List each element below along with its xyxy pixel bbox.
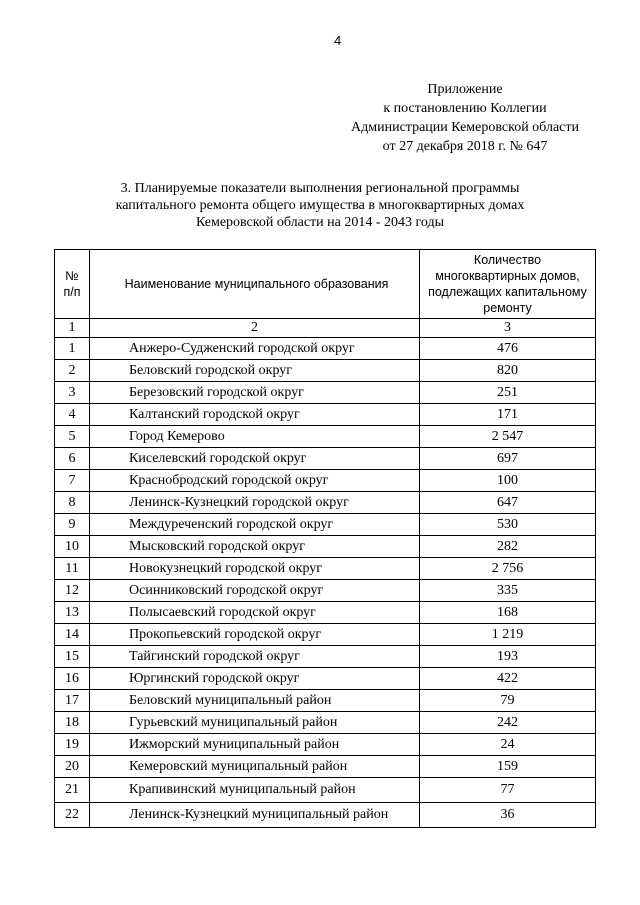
municipality-name: Краснобродский городской округ (90, 470, 420, 492)
municipality-name: Крапивинский муниципальный район (90, 778, 420, 803)
row-number: 17 (55, 690, 90, 712)
building-count: 171 (420, 404, 596, 426)
municipality-name: Полысаевский городской округ (90, 602, 420, 624)
table-row (55, 602, 596, 624)
table-row (55, 690, 596, 712)
building-count: 251 (420, 382, 596, 404)
municipality-name: Березовский городской округ (90, 382, 420, 404)
municipality-name: Новокузнецкий городской округ (90, 558, 420, 580)
table-row (55, 668, 596, 690)
row-number: 15 (55, 646, 90, 668)
row-number: 14 (55, 624, 90, 646)
building-count: 100 (420, 470, 596, 492)
column-number: 2 (90, 319, 420, 338)
building-count: 820 (420, 360, 596, 382)
header-number-line: № (65, 269, 79, 283)
row-number: 20 (55, 756, 90, 778)
building-count: 1 219 (420, 624, 596, 646)
building-count: 2 547 (420, 426, 596, 448)
table-row (55, 382, 596, 404)
document-title (55, 180, 585, 231)
table-row (55, 514, 596, 536)
municipality-name: Киселевский городской округ (90, 448, 420, 470)
indicators-table (54, 249, 596, 828)
municipality-name: Беловский муниципальный район (90, 690, 420, 712)
table-header-row (55, 250, 596, 319)
building-count: 159 (420, 756, 596, 778)
row-number: 11 (55, 558, 90, 580)
title-line: 3. Планируемые показатели выполнения региональной программы (120, 181, 520, 196)
row-number: 9 (55, 514, 90, 536)
building-count: 168 (420, 602, 596, 624)
building-count: 36 (420, 803, 596, 828)
header-count (420, 250, 596, 319)
municipality-name: Осинниковский городской округ (90, 580, 420, 602)
title-line: капитального ремонта общего имущества в многоквартирных домах (115, 198, 525, 213)
row-number: 22 (55, 803, 90, 828)
row-number: 7 (55, 470, 90, 492)
row-number: 10 (55, 536, 90, 558)
building-count: 77 (420, 778, 596, 803)
municipality-name: Гурьевский муниципальный район (90, 712, 420, 734)
table-row (55, 646, 596, 668)
row-number: 1 (55, 338, 90, 360)
header-count-line: многоквартирных домов, (435, 269, 580, 283)
municipality-name: Мысковский городской округ (90, 536, 420, 558)
table-row (55, 360, 596, 382)
municipality-name: Ижморский муниципальный район (90, 734, 420, 756)
header-name: Наименование муниципального образования (90, 250, 420, 319)
title-line: Кемеровской области на 2014 - 2043 годы (195, 215, 445, 230)
appendix-line: Администрации Кемеровской области (351, 120, 579, 135)
row-number: 13 (55, 602, 90, 624)
row-number: 16 (55, 668, 90, 690)
row-number: 5 (55, 426, 90, 448)
page-number: 4 (334, 33, 342, 48)
building-count: 422 (420, 668, 596, 690)
column-number: 3 (420, 319, 596, 338)
column-number-row (55, 319, 596, 338)
row-number: 8 (55, 492, 90, 514)
building-count: 242 (420, 712, 596, 734)
building-count: 193 (420, 646, 596, 668)
building-count: 24 (420, 734, 596, 756)
row-number: 2 (55, 360, 90, 382)
table-row (55, 580, 596, 602)
municipality-name: Ленинск-Кузнецкий муниципальный район (90, 803, 420, 828)
municipality-name: Анжеро-Судженский городской округ (90, 338, 420, 360)
table-row (55, 778, 596, 803)
table-row (55, 338, 596, 360)
municipality-name: Калтанский городской округ (90, 404, 420, 426)
building-count: 530 (420, 514, 596, 536)
table-row (55, 492, 596, 514)
table-row (55, 803, 596, 828)
building-count: 282 (420, 536, 596, 558)
table-row (55, 536, 596, 558)
header-number-line: п/п (63, 285, 81, 299)
row-number: 21 (55, 778, 90, 803)
table-row (55, 756, 596, 778)
row-number: 4 (55, 404, 90, 426)
row-number: 19 (55, 734, 90, 756)
municipality-name: Юргинский городской округ (90, 668, 420, 690)
table-row (55, 624, 596, 646)
table-row (55, 712, 596, 734)
row-number: 6 (55, 448, 90, 470)
building-count: 79 (420, 690, 596, 712)
header-number (55, 250, 90, 319)
building-count: 647 (420, 492, 596, 514)
table-row (55, 404, 596, 426)
appendix-line: к постановлению Коллегии (383, 101, 547, 116)
table-row (55, 734, 596, 756)
building-count: 476 (420, 338, 596, 360)
header-count-line: подлежащих капитальному (428, 285, 587, 299)
table-row (55, 426, 596, 448)
building-count: 697 (420, 448, 596, 470)
building-count: 2 756 (420, 558, 596, 580)
appendix-line: от 27 декабря 2018 г. № 647 (382, 139, 548, 154)
row-number: 12 (55, 580, 90, 602)
municipality-name: Беловский городской округ (90, 360, 420, 382)
municipality-name: Кемеровский муниципальный район (90, 756, 420, 778)
appendix-line: Приложение (427, 82, 503, 97)
municipality-name: Ленинск-Кузнецкий городской округ (90, 492, 420, 514)
header-count-line: ремонту (483, 301, 532, 315)
table-row (55, 558, 596, 580)
building-count: 335 (420, 580, 596, 602)
municipality-name: Тайгинский городской округ (90, 646, 420, 668)
row-number: 3 (55, 382, 90, 404)
appendix-block (330, 80, 600, 156)
municipality-name: Междуреченский городской округ (90, 514, 420, 536)
table-row (55, 470, 596, 492)
table-row (55, 448, 596, 470)
municipality-name: Город Кемерово (90, 426, 420, 448)
row-number: 18 (55, 712, 90, 734)
column-number: 1 (55, 319, 90, 338)
header-count-line: Количество (473, 253, 542, 267)
municipality-name: Прокопьевский городской округ (90, 624, 420, 646)
